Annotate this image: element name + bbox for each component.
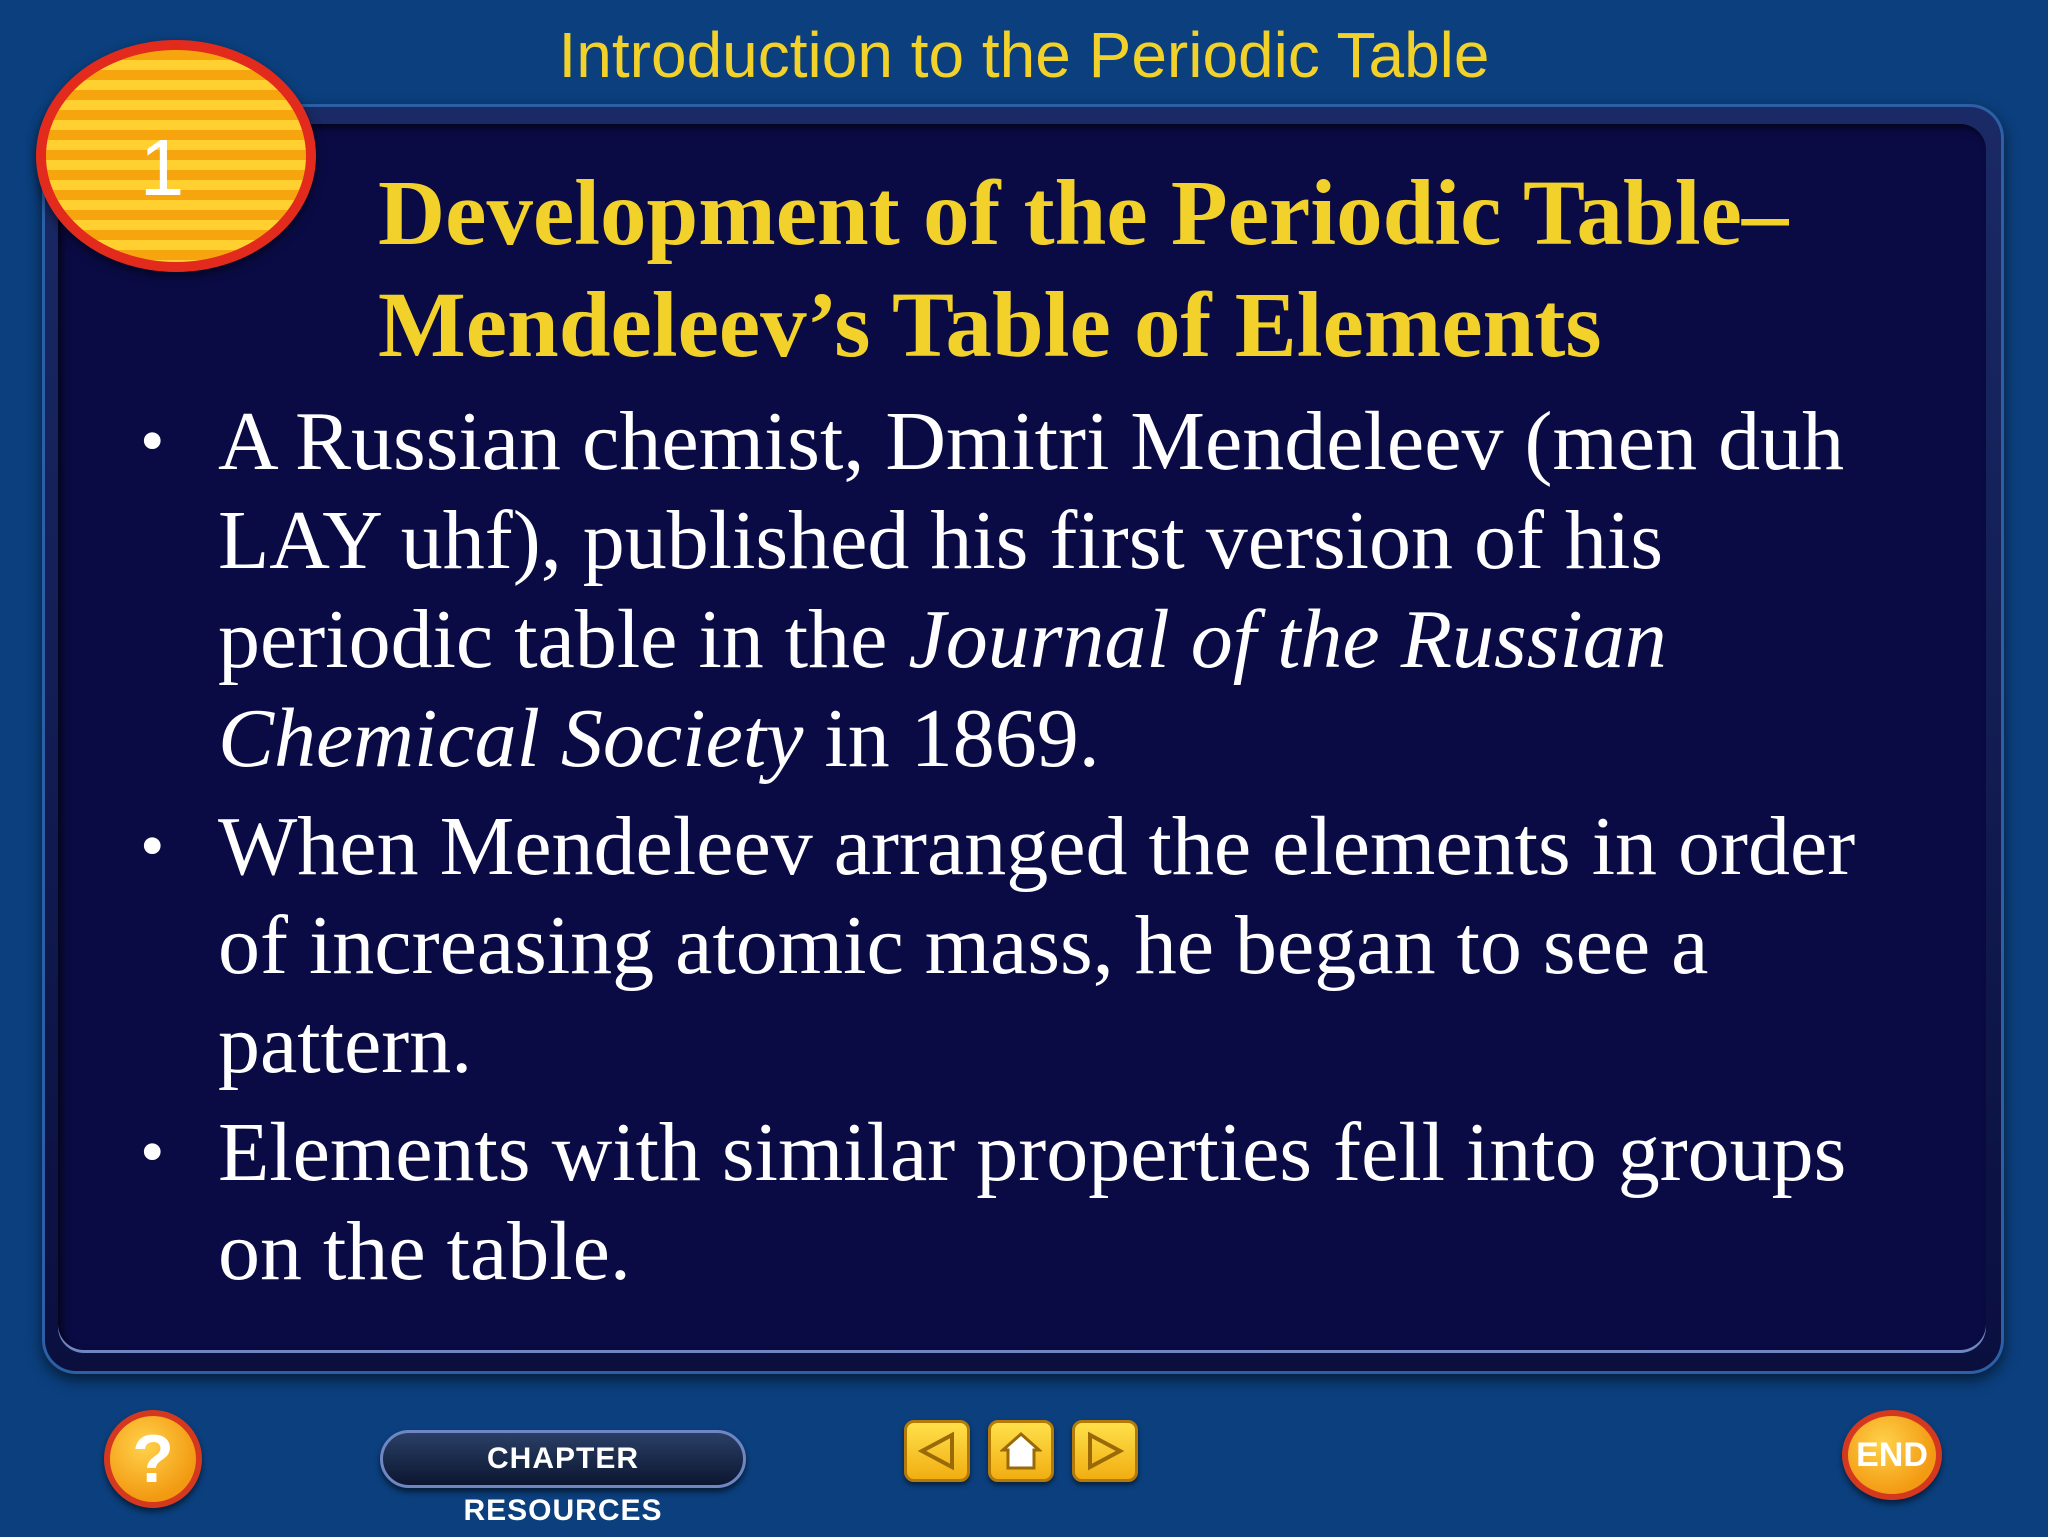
home-button[interactable] <box>988 1420 1054 1482</box>
question-icon: ? <box>132 1421 174 1497</box>
slide-title <box>378 158 2018 382</box>
section-number: 1 <box>139 123 185 212</box>
header-title: Introduction to the Periodic Table <box>558 19 1490 91</box>
help-button[interactable] <box>104 1410 202 1508</box>
bullet-text: A Russian chemist, Dmitri Mendeleev (men duh LAY uhf), published his first version of his periodic table in the <box>218 395 1845 686</box>
bullet-text: When Mendeleev arranged the elements in order of increasing atomic mass, he began to see a pattern. <box>218 800 1856 1091</box>
previous-slide-button[interactable] <box>904 1420 970 1482</box>
triangle-right-icon <box>1084 1431 1126 1471</box>
bullet-item <box>140 1103 1900 1301</box>
chapter-resources-button[interactable]: CHAPTER RESOURCES <box>380 1430 746 1488</box>
bullet-dot: • <box>140 403 165 480</box>
bullet-text-end: in 1869. <box>803 692 1100 785</box>
journal-name: Journal of the Russian Chemical Society <box>218 593 1667 785</box>
section-number-badge <box>36 40 316 272</box>
home-icon <box>1000 1431 1042 1471</box>
slide-title-line-2: Mendeleev’s Table of Elements <box>378 274 1602 377</box>
bullet-dot: • <box>140 808 165 885</box>
triangle-left-icon <box>916 1431 958 1471</box>
bullet-list <box>140 392 1900 1310</box>
bullet-item <box>140 392 1900 788</box>
bullet-text: Elements with similar properties fell into groups on the table. <box>218 1106 1847 1298</box>
bullet-dot: • <box>140 1114 165 1191</box>
bullet-item <box>140 797 1900 1094</box>
next-slide-button[interactable] <box>1072 1420 1138 1482</box>
slide-title-line-1: Development of the Periodic Table– <box>378 162 1789 265</box>
end-button[interactable]: END <box>1842 1410 1942 1500</box>
